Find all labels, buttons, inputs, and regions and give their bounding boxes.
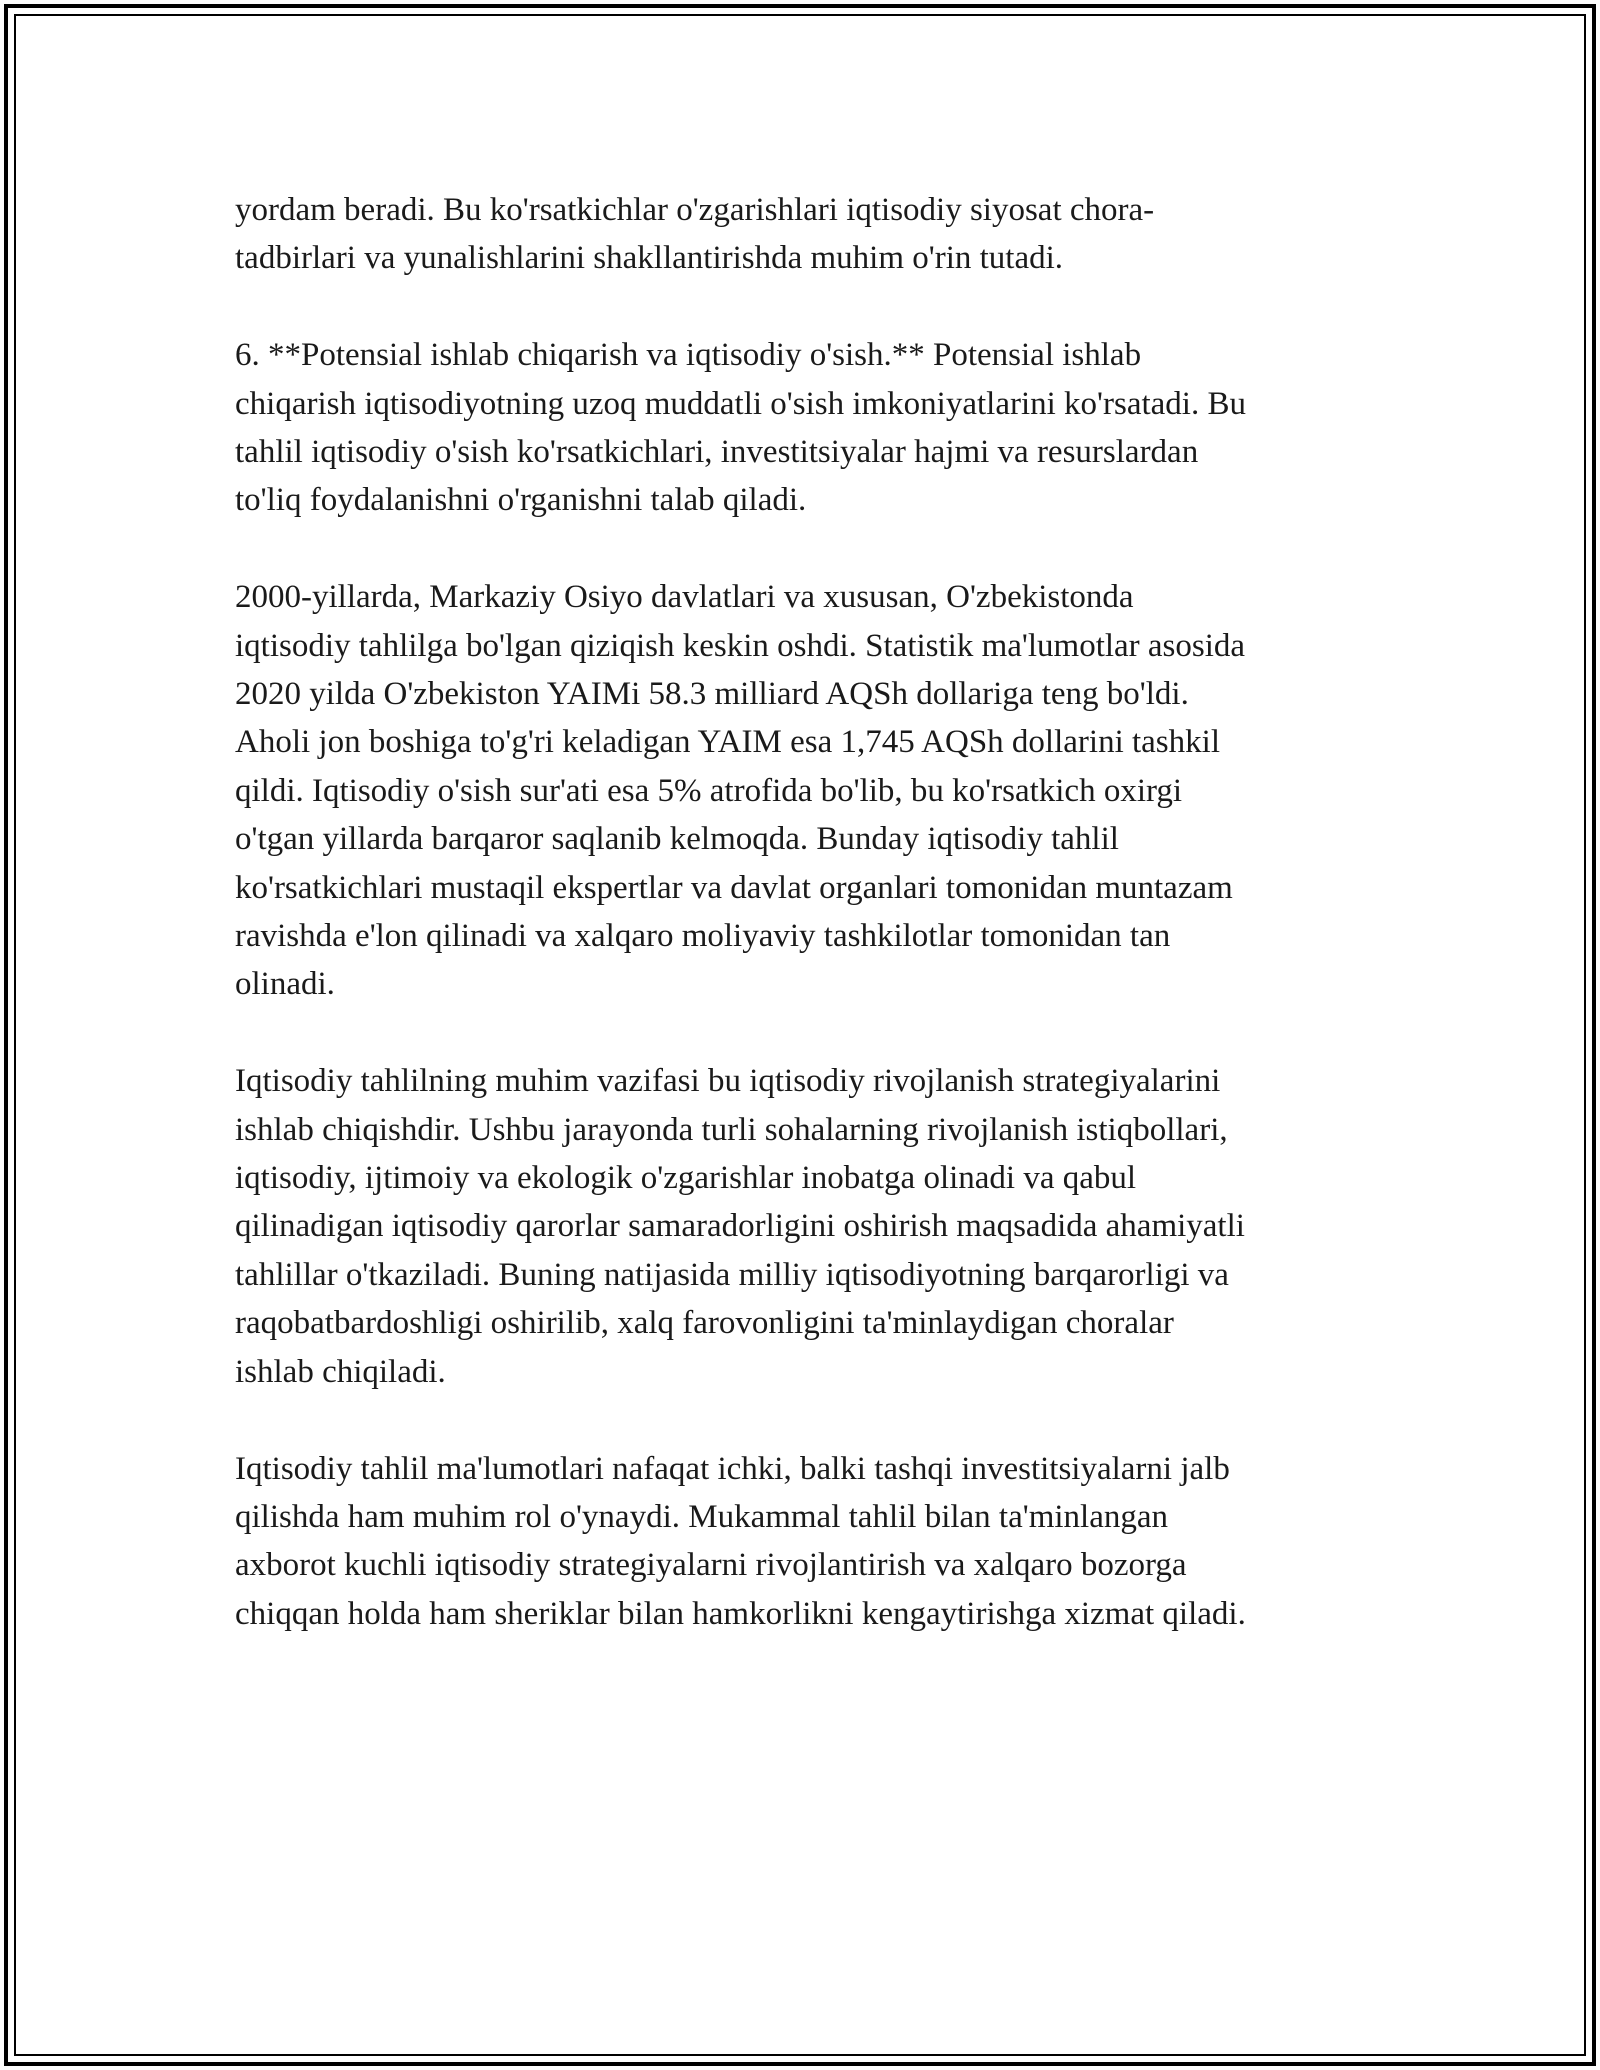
document-body xyxy=(235,186,1385,1638)
text-line: to'liq foydalanishni o'rganishni talab qiladi. xyxy=(235,482,807,519)
text-line: qildi. Iqtisodiy o'sish sur'ati esa 5% atrofida bo'lib, bu ko'rsatkich oxirgi xyxy=(235,772,1183,809)
text-line: tadbirlari va yunalishlarini shakllantirishda muhim o'rin tutadi. xyxy=(235,240,1064,277)
paragraph-potential-output xyxy=(235,331,1385,525)
text-line: 6. **Potensial ishlab chiqarish va iqtisodiy o'sish.** Potensial ishlab xyxy=(235,337,1142,374)
text-line: yordam beradi. Bu ko'rsatkichlar o'zgarishlari iqtisodiy siyosat chora- xyxy=(235,192,1155,228)
text-line: qilishda ham muhim rol o'ynaydi. Mukammal tahlil bilan ta'minlangan xyxy=(235,1498,1168,1535)
text-line: chiqarish iqtisodiyotning uzoq muddatli o'sish imkoniyatlarini ko'rsatadi. Bu xyxy=(235,385,1246,422)
text-line: iqtisodiy, ijtimoiy va ekologik o'zgarishlar inobatga olinadi va qabul xyxy=(235,1160,1137,1197)
paragraph-uzbekistan-statistics xyxy=(235,573,1385,1009)
text-line: tahlillar o'tkaziladi. Buning natijasida milliy iqtisodiyotning barqarorligi va xyxy=(235,1256,1229,1293)
paragraph-development-strategy xyxy=(235,1057,1385,1396)
text-line: Iqtisodiy tahlil ma'lumotlari nafaqat ichki, balki tashqi investitsiyalarni jalb xyxy=(235,1450,1230,1487)
text-line: qilinadigan iqtisodiy qarorlar samaradorligini oshirish maqsadida ahamiyatli xyxy=(235,1208,1245,1245)
text-line: tahlil iqtisodiy o'sish ko'rsatkichlari, investitsiyalar hajmi va resurslardan xyxy=(235,434,1199,471)
text-line: ishlab chiqishdir. Ushbu jarayonda turli sohalarning rivojlanish istiqbollari, xyxy=(235,1111,1228,1148)
paragraph-investment xyxy=(235,1445,1385,1639)
text-line: iqtisodiy tahlilga bo'lgan qiziqish keskin oshdi. Statistik ma'lumotlar asosida xyxy=(235,627,1246,664)
text-line: 2020 yilda O'zbekiston YAIMi 58.3 milliard AQSh dollariga teng bo'ldi. xyxy=(235,676,1189,713)
paragraph-intro-continuation xyxy=(235,186,1385,283)
text-line: Iqtisodiy tahlilning muhim vazifasi bu iqtisodiy rivojlanish strategiyalarini xyxy=(235,1063,1221,1100)
text-line: axborot kuchli iqtisodiy strategiyalarni rivojlantirish va xalqaro bozorga xyxy=(235,1547,1187,1584)
text-line: chiqqan holda ham sheriklar bilan hamkorlikni kengaytirishga xizmat qiladi. xyxy=(235,1595,1246,1632)
text-line: 2000-yillarda, Markaziy Osiyo davlatlari va xususan, O'zbekistonda xyxy=(235,579,1134,616)
text-line: ravishda e'lon qilinadi va xalqaro moliyaviy tashkilotlar tomonidan tan xyxy=(235,918,1171,955)
text-line: olinadi. xyxy=(235,966,335,1003)
text-line: ko'rsatkichlari mustaqil ekspertlar va davlat organlari tomonidan muntazam xyxy=(235,869,1233,906)
text-line: o'tgan yillarda barqaror saqlanib kelmoqda. Bunday iqtisodiy tahlil xyxy=(235,821,1119,858)
text-line: ishlab chiqiladi. xyxy=(235,1353,446,1390)
text-line: Aholi jon boshiga to'g'ri keladigan YAIM esa 1,745 AQSh dollarini tashkil xyxy=(235,724,1220,761)
text-line: raqobatbardoshligi oshirilib, xalq farovonligini ta'minlaydigan choralar xyxy=(235,1305,1174,1342)
